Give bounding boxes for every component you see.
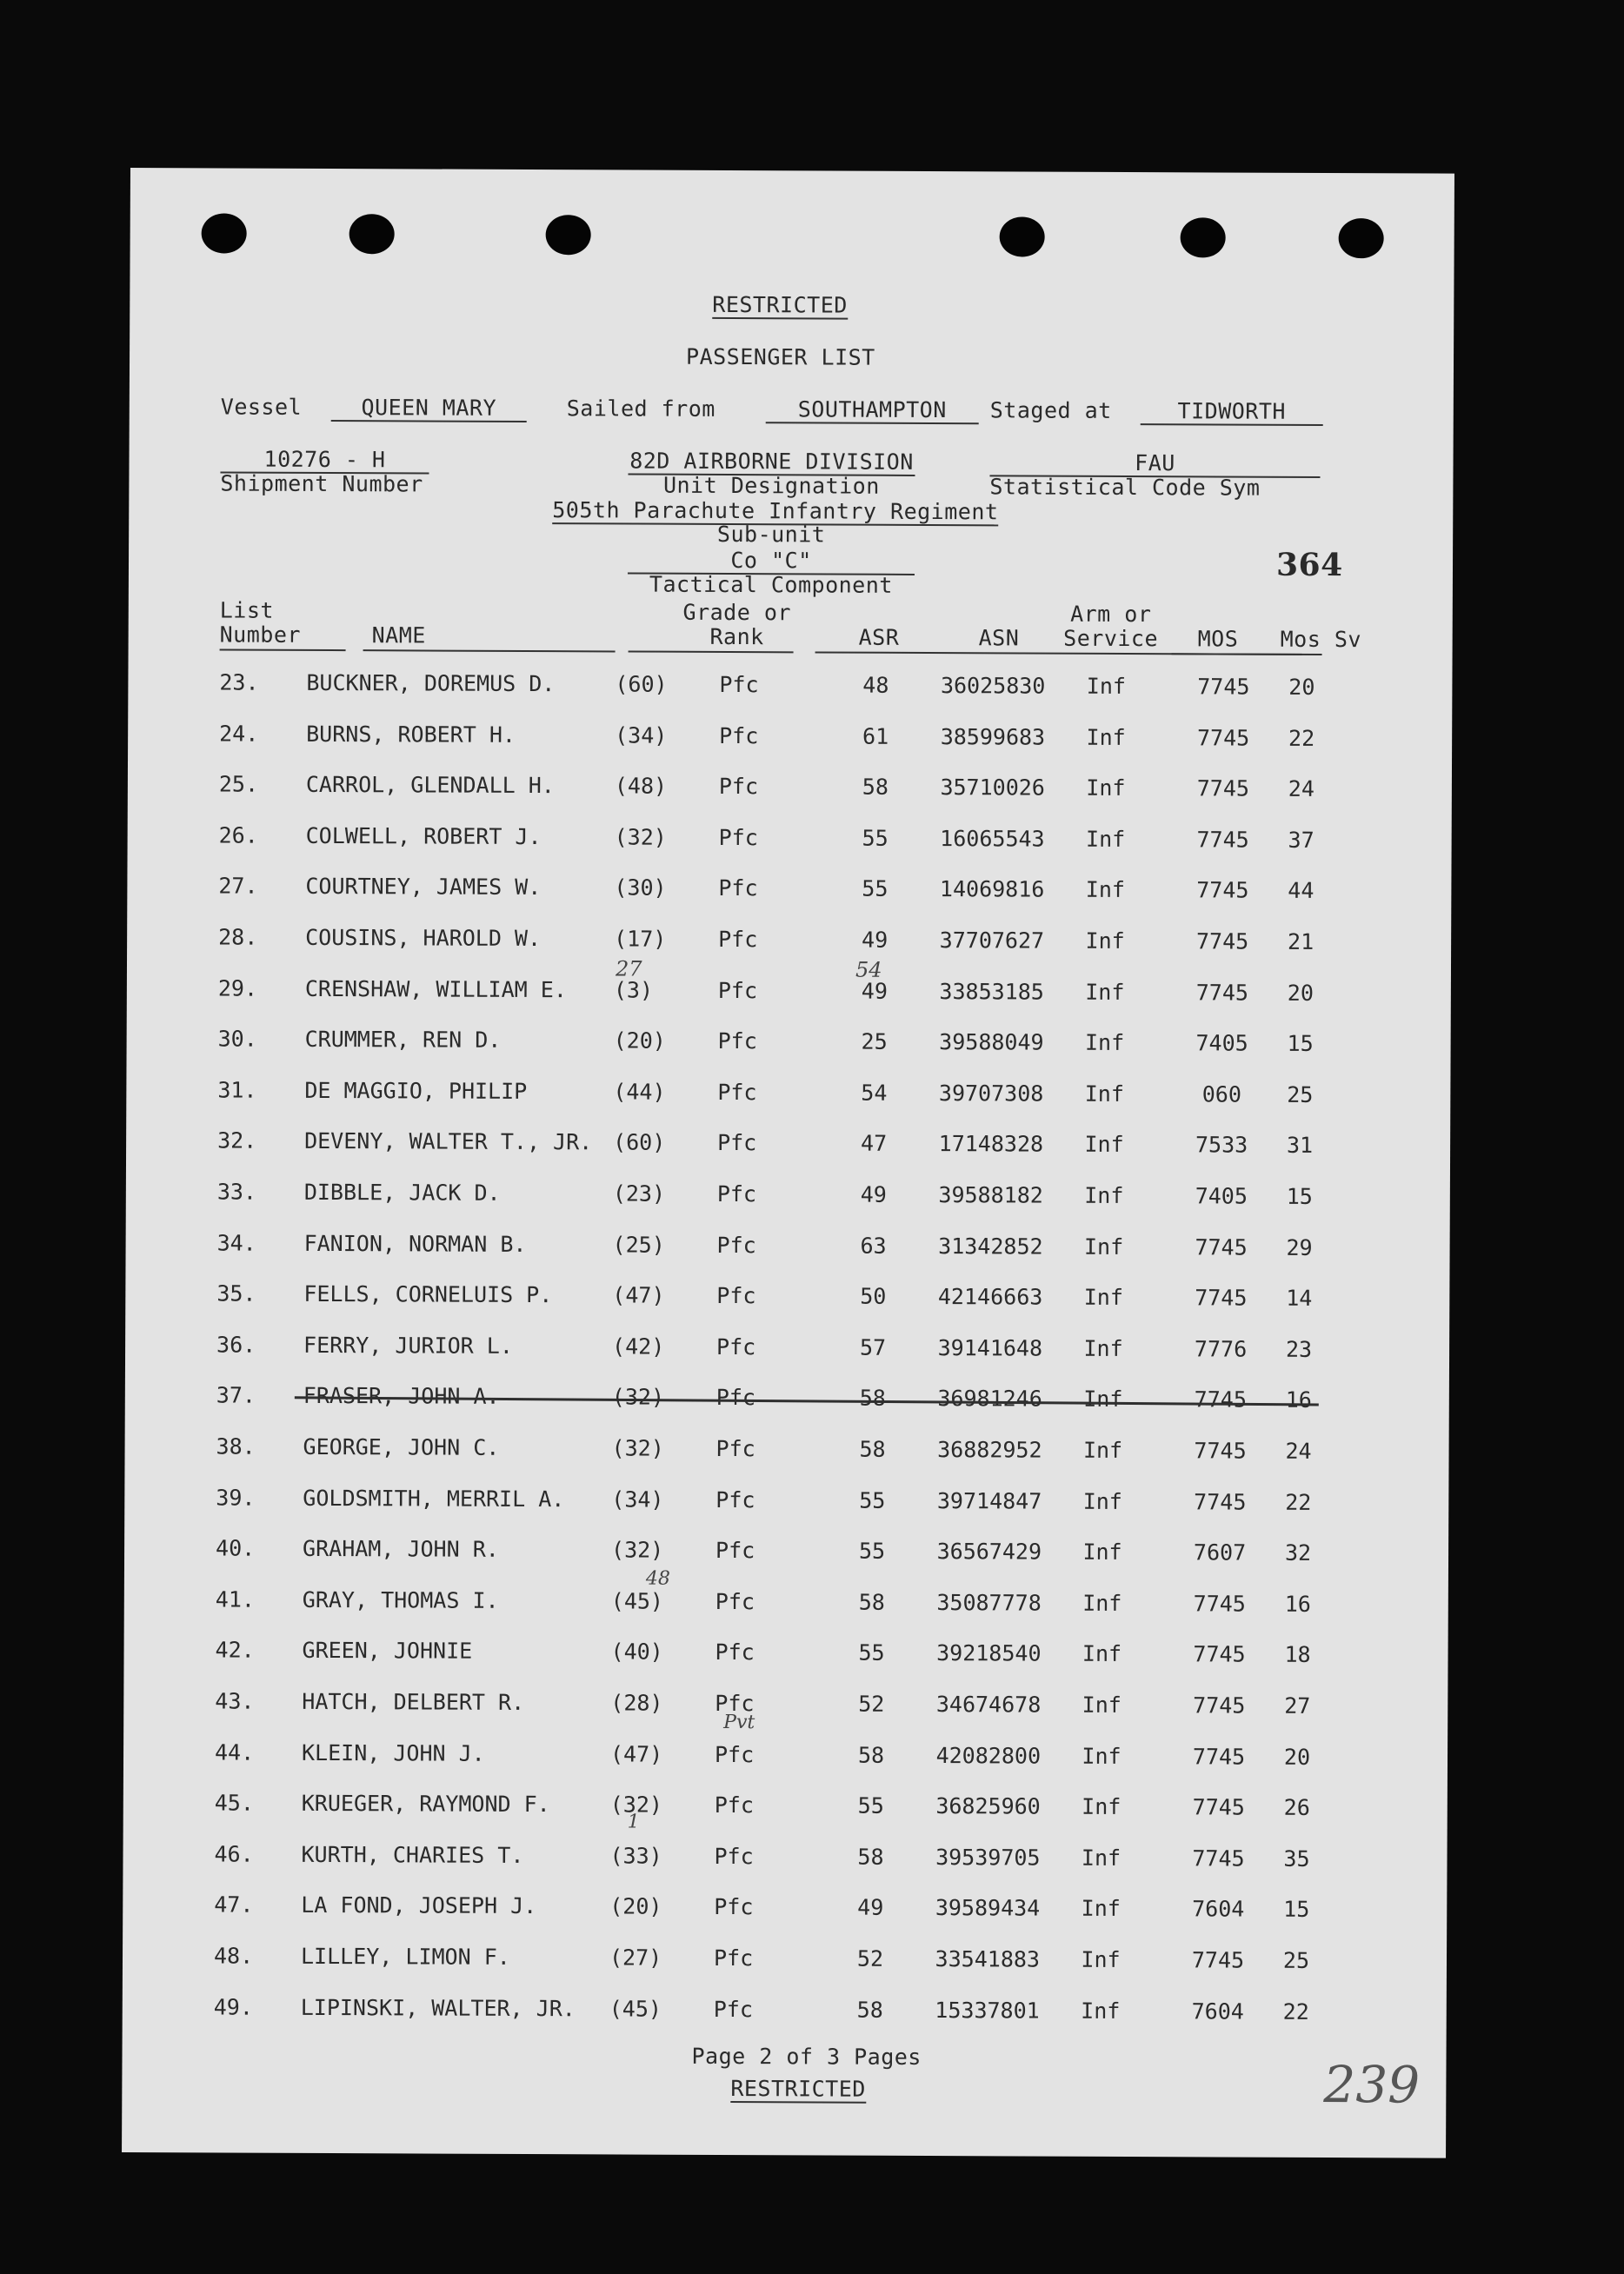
- name-cell: GRAHAM, JOHN R.: [303, 1535, 499, 1562]
- asn-cell: 39539705: [935, 1845, 1041, 1871]
- grade-cell: Pfc: [715, 1537, 755, 1564]
- col-list-number-line2: Number: [219, 622, 302, 648]
- name-cell: FRASER, JOHN A.: [303, 1382, 500, 1409]
- asn-cell: 15337801: [935, 1998, 1040, 2024]
- grade-cell: Pfc: [714, 1792, 755, 1819]
- asn-cell: 39588049: [939, 1029, 1044, 1055]
- name-cell: GREEN, JOHNIE: [302, 1637, 473, 1664]
- asn-cell: 31342852: [938, 1233, 1043, 1260]
- asn-cell: 36025830: [940, 673, 1046, 699]
- mos-sv-cell: 18: [1284, 1641, 1311, 1667]
- mos-sv-cell: 31: [1286, 1132, 1314, 1158]
- asr-cell: 47: [860, 1130, 888, 1156]
- asr-cell: 49: [862, 927, 889, 953]
- age-cell: (32): [611, 1435, 664, 1461]
- mos-cell: 7745: [1193, 1692, 1246, 1719]
- col-grade-line1: Grade or: [682, 599, 792, 626]
- arm-cell: Inf: [1082, 1743, 1121, 1769]
- mos-cell: 7604: [1192, 1896, 1245, 1922]
- name-cell: COUSINS, HAROLD W.: [305, 924, 542, 952]
- document-title: PASSENGER LIST: [685, 343, 875, 370]
- age-cell: (44): [613, 1079, 666, 1105]
- mos-cell: 7745: [1192, 1794, 1245, 1820]
- tactical-component-value: Co "C": [628, 548, 915, 575]
- mos-cell: 7745: [1194, 1489, 1247, 1515]
- arm-cell: Inf: [1081, 1845, 1121, 1871]
- list-number-cell: 41.: [215, 1586, 256, 1612]
- list-number-cell: 37.: [216, 1382, 256, 1408]
- name-cell: FELLS, CORNELUIS P.: [303, 1280, 553, 1308]
- age-cell: (32): [614, 824, 667, 850]
- header-underline: [363, 649, 616, 652]
- asr-cell: 55: [857, 1792, 884, 1819]
- asr-cell: 49: [857, 1894, 884, 1920]
- col-arm-line1: Arm or: [1070, 601, 1152, 628]
- mos-cell: 7745: [1195, 928, 1249, 954]
- asn-cell: 36825960: [935, 1793, 1041, 1819]
- asn-cell: 35710026: [940, 775, 1045, 801]
- list-number-cell: 43.: [215, 1688, 255, 1714]
- name-cell: DEVENY, WALTER T., JR.: [304, 1127, 593, 1155]
- mos-sv-cell: 32: [1284, 1539, 1312, 1566]
- name-cell: DE MAGGIO, PHILIP: [304, 1077, 528, 1105]
- list-number-cell: 26.: [218, 822, 258, 848]
- mos-cell: 7745: [1196, 877, 1249, 903]
- mos-sv-cell: 25: [1287, 1081, 1314, 1107]
- name-cell: CRUMMER, REN D.: [304, 1026, 502, 1053]
- list-number-cell: 40.: [216, 1535, 256, 1561]
- name-cell: GRAY, THOMAS I.: [302, 1586, 499, 1613]
- arm-cell: Inf: [1086, 673, 1127, 700]
- grade-cell: Pfc: [716, 1180, 757, 1207]
- asn-cell: 33853185: [939, 979, 1044, 1005]
- binder-hole: [546, 215, 591, 255]
- mos-cell: 7776: [1194, 1336, 1248, 1362]
- arm-cell: Inf: [1083, 1386, 1123, 1412]
- mos-cell: 7745: [1192, 1744, 1246, 1770]
- age-cell: (3): [613, 977, 654, 1003]
- list-number-cell: 44.: [214, 1739, 255, 1765]
- mos-sv-cell: 37: [1288, 827, 1315, 853]
- arm-cell: Inf: [1084, 1080, 1125, 1107]
- asr-cell: 58: [857, 1742, 885, 1768]
- asn-cell: 39707308: [938, 1080, 1044, 1107]
- arm-cell: Inf: [1083, 1233, 1124, 1260]
- mos-sv-cell: 23: [1285, 1336, 1313, 1362]
- name-cell: DIBBLE, JACK D.: [303, 1179, 501, 1206]
- list-number-cell: 47.: [214, 1892, 254, 1918]
- page-indicator: Page 2 of 3 Pages: [691, 2043, 922, 2070]
- list-number-cell: 48.: [213, 1943, 254, 1969]
- mos-sv-cell: 22: [1282, 1998, 1309, 2025]
- asr-cell: 49: [861, 978, 888, 1004]
- name-cell: BUCKNER, DOREMUS D.: [306, 669, 556, 697]
- mos-sv-cell: 24: [1288, 775, 1315, 801]
- mos-sv-cell: 15: [1287, 1030, 1314, 1056]
- vessel-value: QUEEN MARY: [331, 395, 527, 422]
- list-number-cell: 34.: [216, 1230, 256, 1256]
- age-cell: (48): [614, 773, 668, 799]
- asr-cell: 63: [860, 1233, 887, 1259]
- name-cell: HATCH, DELBERT R.: [302, 1688, 525, 1715]
- mos-cell: 060: [1201, 1081, 1242, 1107]
- shipment-number-value: 10276 - H: [220, 446, 429, 474]
- arm-cell: Inf: [1082, 1640, 1122, 1666]
- name-cell: LA FOND, JOSEPH J.: [301, 1892, 537, 1919]
- list-number-cell: 42.: [215, 1637, 255, 1663]
- asr-cell: 58: [859, 1436, 886, 1462]
- asn-cell: 38599683: [940, 724, 1046, 750]
- mos-cell: 7745: [1196, 725, 1250, 751]
- age-cell: (60): [615, 671, 668, 697]
- list-number-cell: 30.: [217, 1026, 257, 1052]
- grade-cell: Pfc: [717, 1027, 757, 1054]
- handwritten-correction: 54: [855, 957, 882, 982]
- arm-cell: Inf: [1082, 1692, 1121, 1718]
- mos-sv-cell: 15: [1283, 1896, 1310, 1922]
- mos-sv-cell: 25: [1282, 1947, 1310, 1973]
- mos-cell: 7745: [1195, 980, 1249, 1006]
- age-cell: (45): [610, 1588, 664, 1614]
- asn-cell: 34674678: [935, 1692, 1042, 1718]
- age-cell: (32): [611, 1384, 665, 1410]
- tactical-component-label: Tactical Component: [649, 571, 893, 598]
- asn-cell: 14069816: [939, 876, 1045, 902]
- restricted-heading: RESTRICTED: [712, 291, 848, 318]
- mos-cell: 7745: [1195, 1285, 1248, 1311]
- mos-cell: 7533: [1195, 1132, 1248, 1158]
- grade-cell: Pfc: [715, 1435, 755, 1462]
- asr-cell: 55: [862, 875, 889, 901]
- mos-cell: 7745: [1191, 1947, 1245, 1973]
- mos-sv-cell: 35: [1283, 1845, 1310, 1872]
- age-cell: (17): [614, 926, 667, 952]
- asr-cell: 61: [862, 723, 889, 749]
- asr-cell: 49: [860, 1181, 887, 1207]
- passenger-list-sheet: [122, 168, 1454, 2158]
- mos-sv-cell: 27: [1284, 1692, 1311, 1719]
- asr-cell: 57: [859, 1334, 887, 1360]
- mos-cell: 7405: [1195, 1030, 1248, 1056]
- name-cell: LIPINSKI, WALTER, JR.: [300, 1994, 576, 2022]
- arm-cell: Inf: [1086, 724, 1126, 751]
- mos-sv-cell: 22: [1288, 725, 1315, 751]
- mos-cell: 7745: [1195, 1234, 1248, 1260]
- subunit-label: Sub-unit: [716, 521, 826, 548]
- age-cell: (47): [612, 1282, 665, 1308]
- mos-sv-cell: 44: [1288, 877, 1315, 903]
- asn-cell: 39218540: [936, 1640, 1042, 1666]
- arm-cell: Inf: [1081, 1895, 1121, 1921]
- col-asr: ASR: [858, 624, 900, 650]
- asn-cell: 37707627: [939, 928, 1045, 954]
- age-cell: (34): [611, 1486, 664, 1513]
- asn-cell: 35087778: [936, 1590, 1042, 1616]
- binder-hole: [349, 214, 395, 254]
- statistical-code-label: Statistical Code Sym: [989, 474, 1261, 501]
- age-cell: (32): [609, 1792, 663, 1818]
- asr-cell: 48: [862, 672, 889, 698]
- unit-designation-value: 82D AIRBORNE DIVISION: [628, 449, 915, 476]
- mos-sv-cell: 24: [1285, 1438, 1312, 1464]
- binder-hole: [1339, 218, 1384, 258]
- age-cell: (20): [609, 1893, 662, 1919]
- asn-cell: 42146663: [937, 1284, 1043, 1310]
- mos-cell: 7745: [1194, 1438, 1247, 1464]
- sailed-from-value: SOUTHAMPTON: [766, 396, 979, 424]
- arm-cell: Inf: [1085, 826, 1126, 852]
- asr-cell: 55: [859, 1487, 886, 1513]
- grade-cell: Pfc: [719, 722, 759, 749]
- mos-sv-cell: 29: [1286, 1234, 1313, 1260]
- list-number-cell: 36.: [216, 1332, 256, 1358]
- mos-sv-cell: 21: [1288, 928, 1315, 954]
- grade-cell: Pfc: [716, 1333, 756, 1360]
- age-cell: (42): [612, 1333, 665, 1360]
- arm-cell: Inf: [1085, 928, 1125, 954]
- vessel-label: Vessel: [220, 394, 303, 420]
- grade-cell: Pfc: [715, 1690, 755, 1717]
- age-cell: (33): [609, 1843, 662, 1869]
- restricted-footer: RESTRICTED: [730, 2076, 866, 2102]
- list-number-cell: 46.: [214, 1841, 254, 1867]
- mos-cell: 7607: [1193, 1539, 1247, 1566]
- mos-sv-cell: 14: [1286, 1285, 1313, 1311]
- grade-cell: Pfc: [718, 874, 758, 901]
- mos-cell: 7745: [1193, 1591, 1246, 1617]
- asn-cell: 17148328: [938, 1131, 1044, 1157]
- asn-cell: 36567429: [936, 1539, 1042, 1565]
- grade-cell: Pfc: [715, 1639, 755, 1666]
- age-cell: (45): [609, 1996, 662, 2022]
- list-number-cell: 39.: [216, 1485, 256, 1511]
- mos-sv-cell: 26: [1283, 1794, 1310, 1820]
- statistical-code-value: FAU: [989, 449, 1320, 478]
- arm-cell: Inf: [1081, 1946, 1121, 1972]
- name-cell: GOLDSMITH, MERRIL A.: [303, 1485, 565, 1513]
- asn-cell: 36981246: [937, 1386, 1042, 1412]
- binder-hole: [1181, 217, 1226, 257]
- arm-cell: Inf: [1083, 1335, 1123, 1361]
- name-cell: KLEIN, JOHN J.: [301, 1739, 485, 1766]
- mos-sv-cell: 20: [1283, 1744, 1311, 1770]
- mos-sv-cell: 20: [1287, 980, 1314, 1006]
- grade-cell: Pfc: [713, 1945, 754, 1971]
- asn-cell: 39141648: [937, 1335, 1043, 1361]
- page-stamp-number: 364: [1275, 546, 1343, 584]
- name-cell: COLWELL, ROBERT J.: [305, 822, 542, 850]
- asr-cell: 55: [862, 825, 889, 851]
- list-number-cell: 25.: [218, 771, 259, 797]
- grade-cell: Pfc: [716, 1282, 756, 1309]
- col-mos-sv: Mos Sv: [1280, 626, 1362, 653]
- list-number-cell: 38.: [216, 1433, 256, 1459]
- grade-cell: Pfc: [719, 671, 759, 698]
- asr-cell: 52: [858, 1691, 885, 1717]
- age-cell: (28): [610, 1690, 663, 1716]
- mos-sv-cell: 16: [1285, 1386, 1312, 1413]
- mos-sv-cell: 20: [1288, 674, 1315, 700]
- asr-cell: 58: [857, 1844, 884, 1870]
- age-cell: (47): [609, 1741, 663, 1767]
- mos-cell: 7745: [1196, 827, 1249, 853]
- list-number-cell: 35.: [216, 1280, 256, 1307]
- grade-cell: Pfc: [713, 1996, 753, 2023]
- name-cell: LILLEY, LIMON F.: [300, 1943, 510, 1970]
- binder-hole: [202, 213, 247, 253]
- mos-cell: 7745: [1196, 775, 1250, 801]
- mos-sv-cell: 16: [1284, 1591, 1311, 1617]
- handwritten-correction: 1: [627, 1811, 640, 1833]
- grade-cell: Pfc: [717, 977, 758, 1004]
- list-number-cell: 28.: [218, 924, 258, 950]
- age-cell: (32): [611, 1537, 664, 1563]
- arm-cell: Inf: [1082, 1793, 1121, 1819]
- grade-cell: Pfc: [718, 824, 758, 851]
- grade-cell: Pfc: [717, 1129, 757, 1156]
- grade-cell: Pfc: [714, 1741, 755, 1768]
- asn-cell: 16065543: [940, 826, 1045, 852]
- mos-cell: 7745: [1194, 1386, 1248, 1413]
- list-number-cell: 23.: [219, 669, 259, 695]
- asr-cell: 58: [858, 1589, 885, 1615]
- arm-cell: Inf: [1082, 1488, 1122, 1514]
- arm-cell: Inf: [1083, 1284, 1123, 1310]
- arm-cell: Inf: [1084, 1029, 1125, 1055]
- arm-cell: Inf: [1082, 1539, 1122, 1565]
- asr-cell: 58: [862, 774, 889, 800]
- arm-cell: Inf: [1081, 1998, 1121, 2024]
- binder-hole: [1000, 216, 1045, 256]
- name-cell: BURNS, ROBERT H.: [306, 721, 516, 748]
- age-cell: (27): [609, 1945, 662, 1971]
- asn-cell: 39588182: [938, 1182, 1043, 1208]
- handwritten-correction: 27: [615, 956, 642, 981]
- mos-sv-cell: 15: [1286, 1183, 1313, 1209]
- grade-cell: Pfc: [715, 1588, 755, 1615]
- list-number-cell: 49.: [213, 1994, 253, 2020]
- col-name: NAME: [371, 622, 426, 648]
- staged-at-label: Staged at: [989, 397, 1112, 423]
- age-cell: (60): [613, 1129, 666, 1155]
- grade-cell: Pfc: [717, 1079, 757, 1106]
- arm-cell: Inf: [1086, 775, 1126, 801]
- handwritten-correction: 48: [645, 1567, 670, 1590]
- staged-at-value: TIDWORTH: [1141, 398, 1323, 426]
- asn-cell: 36882952: [937, 1437, 1042, 1463]
- name-cell: GEORGE, JOHN C.: [303, 1433, 500, 1460]
- age-cell: (40): [610, 1639, 663, 1665]
- name-cell: CRENSHAW, WILLIAM E.: [304, 975, 567, 1003]
- age-cell: (30): [614, 874, 667, 901]
- age-cell: (34): [615, 722, 668, 748]
- arm-cell: Inf: [1084, 1182, 1124, 1208]
- list-number-cell: 33.: [216, 1179, 257, 1205]
- name-cell: FANION, NORMAN B.: [303, 1230, 527, 1257]
- age-cell: (20): [613, 1027, 666, 1054]
- header-underline: [1172, 653, 1322, 655]
- handwritten-page-number: 239: [1323, 2055, 1421, 2115]
- arm-cell: Inf: [1082, 1590, 1122, 1616]
- mos-cell: 7745: [1197, 674, 1250, 700]
- list-number-cell: 45.: [214, 1790, 255, 1816]
- asr-cell: 50: [860, 1283, 887, 1309]
- grade-cell: Pfc: [715, 1384, 756, 1411]
- mos-cell: 7604: [1191, 1998, 1244, 2025]
- age-cell: (23): [612, 1180, 666, 1207]
- mos-sv-cell: 22: [1285, 1489, 1312, 1515]
- arm-cell: Inf: [1084, 1131, 1124, 1157]
- asr-cell: 58: [856, 1997, 883, 2023]
- asr-cell: 54: [861, 1080, 888, 1106]
- list-number-cell: 27.: [218, 873, 258, 899]
- col-list-number-line1: List: [219, 597, 275, 623]
- list-number-cell: 29.: [217, 975, 258, 1001]
- col-grade-line2: Rank: [709, 623, 764, 650]
- arm-cell: Inf: [1085, 979, 1125, 1005]
- grade-cell: Pfc: [715, 1486, 755, 1513]
- name-cell: KRUEGER, RAYMOND F.: [301, 1790, 550, 1818]
- asr-cell: 55: [858, 1538, 886, 1564]
- grade-cell: Pfc: [714, 1843, 754, 1870]
- mos-cell: 7745: [1193, 1641, 1246, 1667]
- asn-cell: 39589434: [935, 1895, 1041, 1921]
- mos-cell: 7405: [1195, 1183, 1248, 1209]
- asr-cell: 25: [861, 1028, 888, 1054]
- asr-cell: 52: [856, 1945, 884, 1971]
- handwritten-correction: Pvt: [723, 1711, 755, 1734]
- asr-cell: 55: [858, 1639, 885, 1666]
- name-cell: CARROL, GLENDALL H.: [305, 771, 555, 799]
- sailed-from-label: Sailed from: [566, 396, 715, 422]
- list-number-cell: 31.: [217, 1077, 257, 1103]
- mos-cell: 7745: [1192, 1845, 1245, 1872]
- subunit-value: 505th Parachute Infantry Regiment: [552, 497, 999, 525]
- col-arm-line2: Service: [1063, 625, 1159, 652]
- asn-cell: 33541883: [935, 1946, 1041, 1972]
- name-cell: FERRY, JURIOR L.: [303, 1332, 513, 1359]
- grade-cell: Pfc: [718, 773, 759, 800]
- arm-cell: Inf: [1085, 876, 1126, 902]
- grade-cell: Pfc: [716, 1232, 756, 1259]
- age-cell: (25): [612, 1232, 665, 1258]
- list-number-cell: 24.: [219, 721, 259, 747]
- asn-cell: 39714847: [936, 1488, 1042, 1514]
- header-underline: [629, 651, 794, 654]
- col-mos: MOS: [1197, 626, 1239, 652]
- col-asn: ASN: [978, 625, 1020, 651]
- unit-designation-label: Unit Designation: [662, 472, 880, 499]
- grade-cell: Pfc: [718, 926, 758, 953]
- grade-cell: Pfc: [714, 1893, 754, 1920]
- shipment-number-label: Shipment Number: [220, 470, 423, 497]
- asn-cell: 42082800: [935, 1743, 1042, 1769]
- arm-cell: Inf: [1082, 1437, 1123, 1463]
- name-cell: COURTNEY, JAMES W.: [305, 873, 542, 901]
- header-underline: [220, 648, 346, 651]
- asr-cell: 58: [859, 1385, 886, 1411]
- name-cell: KURTH, CHARIES T.: [301, 1841, 524, 1868]
- list-number-cell: 32.: [217, 1127, 257, 1154]
